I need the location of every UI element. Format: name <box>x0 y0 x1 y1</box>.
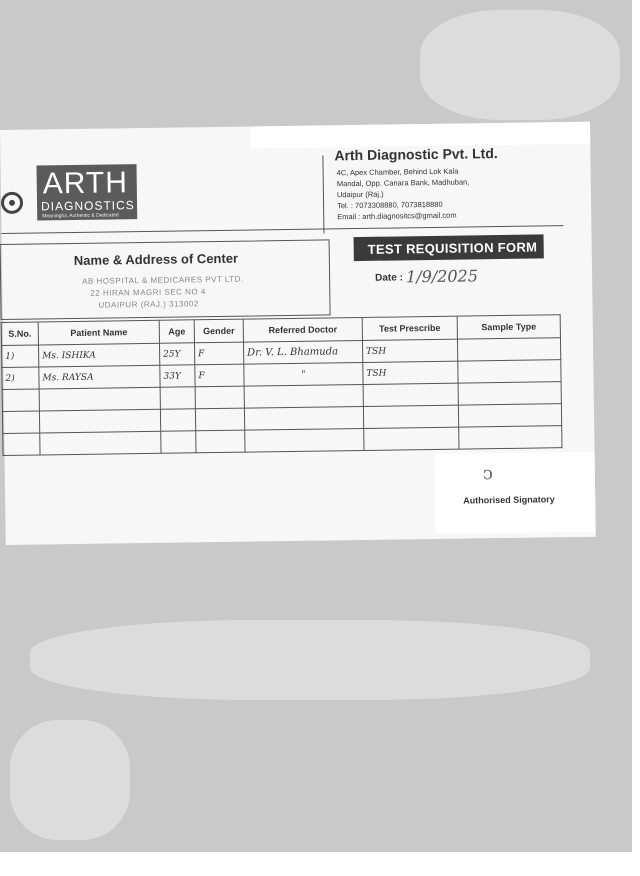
doctor-cell <box>244 384 363 408</box>
sample-type-cell <box>458 360 561 383</box>
authorised-signatory-label: Authorised Signatory <box>463 494 555 506</box>
center-stamp-line: AB HOSPITAL & MEDICARES PVT LTD. <box>82 274 244 286</box>
company-email: Email : arth.diagnositcs@gmail.com <box>337 210 457 222</box>
logo-name: ARTH <box>42 166 129 201</box>
scan-blotch <box>30 620 590 700</box>
patient-name-cell <box>40 431 161 455</box>
doctor-cell <box>244 406 363 430</box>
form-title: TEST REQUISITION FORM <box>367 239 538 257</box>
age-cell <box>160 409 195 431</box>
age-cell <box>161 431 196 453</box>
column-header: Sample Type <box>457 315 560 339</box>
signature-mark: ↄ <box>482 463 494 485</box>
header-rule <box>1 225 563 234</box>
doctor-cell: " <box>244 362 363 386</box>
serial-cell <box>2 411 39 434</box>
company-name: Arth Diagnostic Pvt. Ltd. <box>334 145 498 164</box>
serial-cell: 2) <box>2 367 39 390</box>
company-address-line: Mandal, Opp. Canara Bank, Madhuban, <box>336 177 470 189</box>
company-phone: Tel. : 7073308880, 7073818880 <box>337 199 443 211</box>
patient-name-cell: Ms. RAYSA <box>39 365 160 389</box>
gender-cell <box>195 386 244 409</box>
age-cell: 33Y <box>160 365 195 387</box>
header-divider <box>322 155 324 233</box>
sample-type-cell <box>459 426 562 449</box>
age-cell: 25Y <box>159 343 194 365</box>
scan-blotch <box>420 10 620 120</box>
test-cell: TSH <box>362 339 457 362</box>
sample-type-cell <box>458 404 561 427</box>
doctor-cell: Dr. V. L. Bhamuda <box>243 340 362 364</box>
requisition-form-sheet <box>0 122 596 545</box>
test-cell <box>363 405 458 428</box>
date-label: Date : <box>375 272 403 284</box>
logo-tagline: Meaningful, Authentic & Dedicated <box>42 212 119 220</box>
test-cell: TSH <box>363 361 458 384</box>
test-cell <box>363 383 458 406</box>
patient-name-cell: Ms. ISHIKA <box>39 343 160 367</box>
date-value: 1/9/2025 <box>405 266 479 287</box>
center-stamp-line: 22 HIRAN MAGRI SEC NO 4 <box>90 287 206 298</box>
gender-cell <box>195 408 244 431</box>
column-header: Gender <box>194 319 243 343</box>
column-header: Patient Name <box>38 320 159 345</box>
patient-name-cell <box>39 387 160 411</box>
sample-type-cell <box>458 382 561 405</box>
gender-cell <box>196 430 245 453</box>
gender-cell: F <box>194 342 243 365</box>
center-stamp-line: UDAIPUR (RAJ.) 313002 <box>98 299 199 310</box>
column-header: Age <box>159 320 194 343</box>
column-header: Test Prescribe <box>362 316 457 340</box>
sample-type-cell <box>457 338 560 361</box>
column-header: Referred Doctor <box>243 317 362 342</box>
gender-cell: F <box>195 364 244 387</box>
doctor-cell <box>245 428 364 452</box>
serial-cell <box>2 389 39 412</box>
patient-name-cell <box>39 409 160 433</box>
column-header: S.No. <box>1 322 38 346</box>
center-box-title: Name & Address of Center <box>73 250 239 268</box>
logo-subtitle: DIAGNOSTICS <box>40 198 135 214</box>
logo-target-icon <box>1 192 23 214</box>
test-cell <box>364 427 459 450</box>
serial-cell: 1) <box>2 345 39 368</box>
company-address-line: 4C, Apex Chamber, Behind Lok Kala <box>336 166 459 178</box>
paper-highlight <box>250 122 590 149</box>
paper-highlight <box>435 452 596 534</box>
age-cell <box>160 387 195 409</box>
serial-cell <box>3 433 40 456</box>
patient-table <box>1 314 563 456</box>
company-address-line: Udaipur (Raj.) <box>336 189 384 200</box>
scan-blotch <box>10 720 130 840</box>
